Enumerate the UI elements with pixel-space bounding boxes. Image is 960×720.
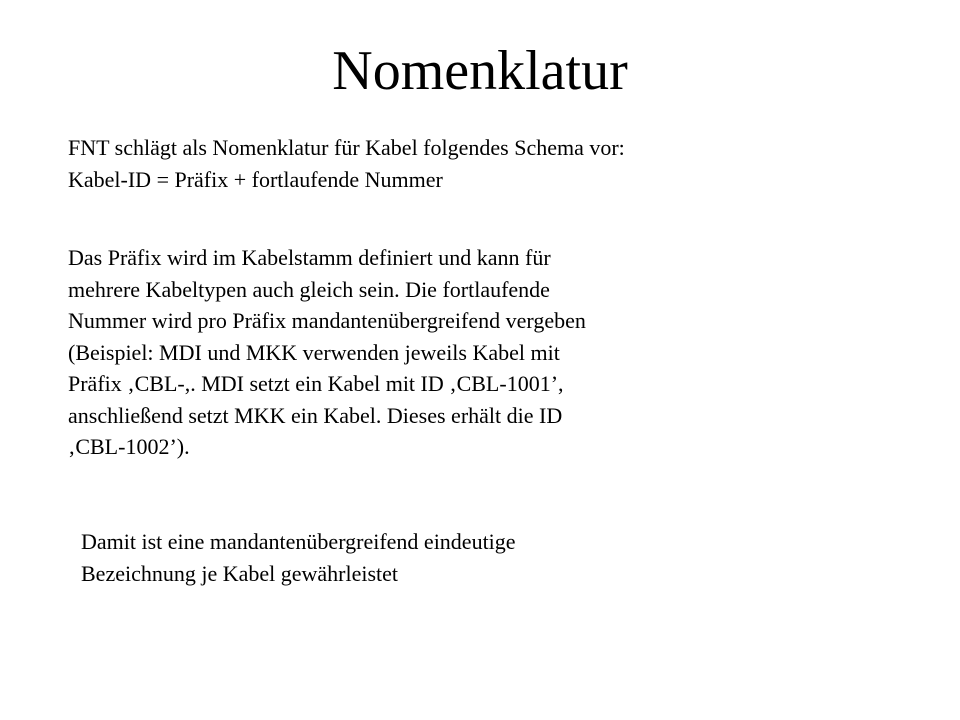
conclusion-line: Damit ist eine mandantenübergreifend eindeutige [81, 529, 516, 554]
conclusion-paragraph [81, 526, 781, 589]
intro-line: FNT schlägt als Nomenklatur für Kabel folgendes Schema vor: [68, 135, 625, 160]
conclusion-line: Bezeichnung je Kabel gewährleistet [81, 560, 399, 586]
detail-line: Das Präfix wird im Kabelstamm definiert und kann für [68, 245, 551, 270]
detail-line: mehrere Kabeltypen auch gleich sein. Die fortlaufende [68, 276, 550, 302]
detail-line: Nummer wird pro Präfix mandantenübergreifend vergeben [68, 308, 586, 333]
detail-line: Präfix ‚CBL-,. MDI setzt ein Kabel mit ID ‚CBL-1001’, [68, 371, 564, 396]
slide-title: Nomenklatur [332, 40, 628, 102]
detail-line: (Beispiel: MDI und MKK verwenden jeweils Kabel mit [68, 339, 560, 365]
detail-line: anschließend setzt MKK ein Kabel. Dieses erhält die ID [68, 402, 563, 428]
intro-paragraph [68, 132, 928, 195]
detail-line: ‚CBL-1002’). [68, 434, 190, 459]
intro-line: Kabel-ID = Präfix + fortlaufende Nummer [68, 166, 443, 192]
detail-paragraph [68, 242, 768, 463]
